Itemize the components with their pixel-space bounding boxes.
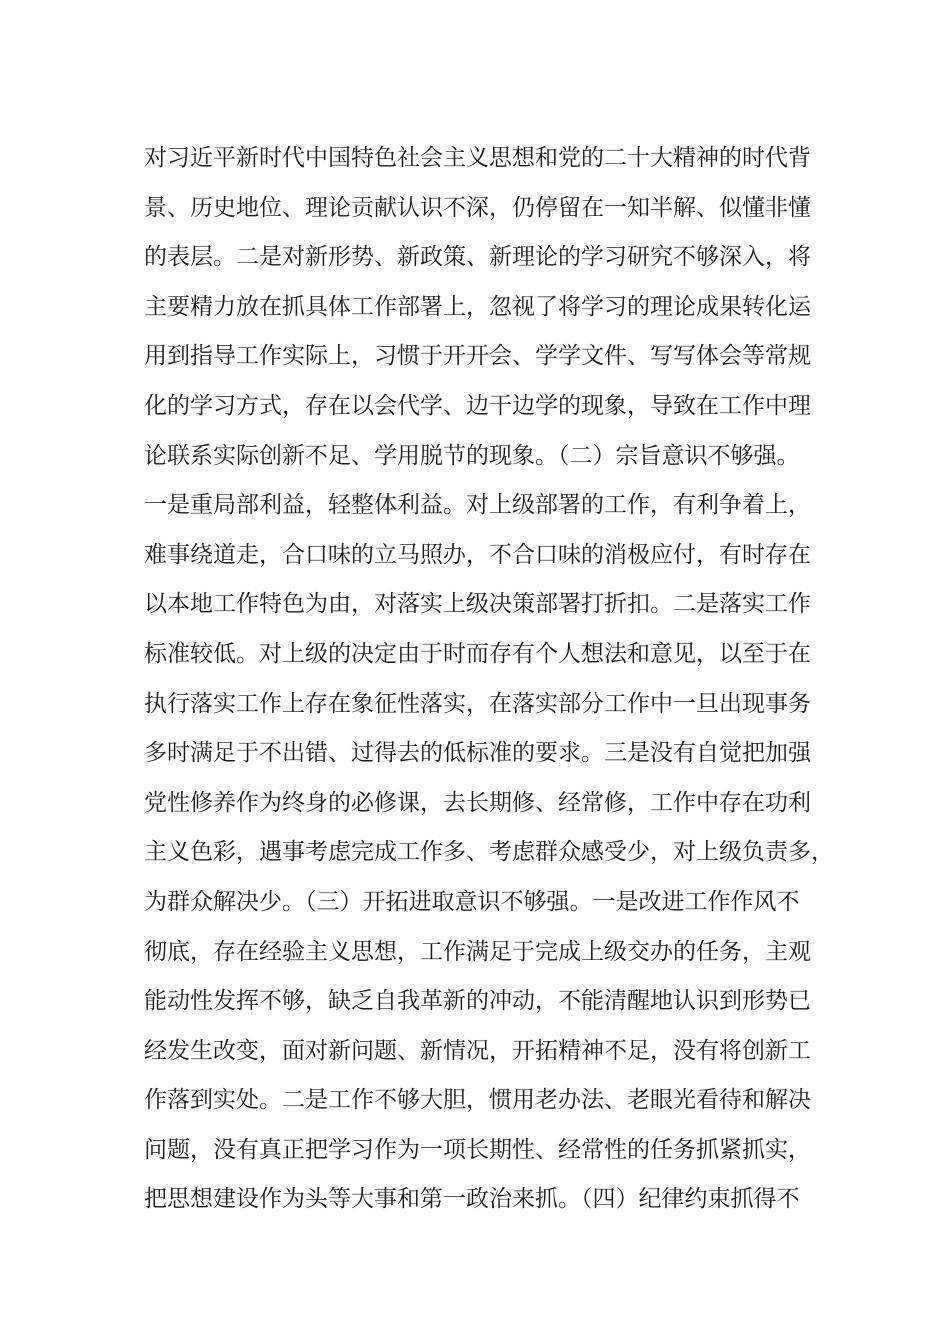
text-line-6: 化的学习方式，存在以会代学、边干边学的现象，导致在工作中理	[144, 392, 811, 419]
text-line-5: 用到指导工作实际上，习惯于开开会、学学文件、写写体会等常规	[144, 343, 811, 370]
text-line-15: 主义色彩，遇事考虑完成工作多、考虑群众感受少，对上级负责多，	[144, 839, 834, 866]
text-line-22: 把思想建设作为头等大事和第一政治来抓。（四）纪律约束抓得不	[144, 1186, 800, 1213]
text-line-21: 问题，没有真正把学习作为一项长期性、经常性的任务抓紧抓实，	[144, 1136, 811, 1163]
text-line-8: 一是重局部利益，轻整体利益。对上级部署的工作，有利争着上，	[144, 492, 811, 519]
text-line-1: 对习近平新时代中国特色社会主义思想和党的二十大精神的时代背	[144, 145, 811, 171]
text-line-17: 彻底，存在经验主义思想，工作满足于完成上级交办的任务，主观	[144, 938, 811, 965]
text-line-10: 以本地工作特色为由，对落实上级决策部署打折扣。二是落实工作	[144, 591, 811, 618]
text-line-16: 为群众解决少。（三）开拓进取意识不够强。一是改进工作作风不	[144, 888, 800, 915]
text-line-4: 主要精力放在抓具体工作部署上，忽视了将学习的理论成果转化运	[144, 293, 811, 320]
text-line-18: 能动性发挥不够，缺乏自我革新的冲动，不能清醒地认识到形势已	[144, 988, 811, 1015]
text-line-9: 难事绕道走，合口味的立马照办，不合口味的消极应付，有时存在	[144, 541, 811, 568]
text-line-11: 标准较低。对上级的决定由于时而存有个人想法和意见，以至于在	[144, 640, 811, 667]
text-line-2: 景、历史地位、理论贡献认识不深，仍停留在一知半解、似懂非懂	[144, 194, 811, 221]
text-line-3: 的表层。二是对新形势、新政策、新理论的学习研究不够深入，将	[144, 244, 811, 271]
text-line-19: 经发生改变，面对新问题、新情况，开拓精神不足，没有将创新工	[144, 1037, 811, 1064]
text-line-14: 党性修养作为终身的必修课，去长期修、经常修，工作中存在功利	[144, 789, 811, 816]
text-line-20: 作落到实处。二是工作不够大胆，惯用老办法、老眼光看待和解决	[144, 1087, 811, 1114]
text-line-13: 多时满足于不出错、过得去的低标准的要求。三是没有自觉把加强	[144, 740, 811, 767]
body-text	[144, 134, 834, 1225]
text-line-7: 论联系实际创新不足、学用脱节的现象。（二）宗旨意识不够强。	[144, 442, 800, 469]
text-line-12: 执行落实工作上存在象征性落实，在落实部分工作中一旦出现事务	[144, 690, 811, 717]
